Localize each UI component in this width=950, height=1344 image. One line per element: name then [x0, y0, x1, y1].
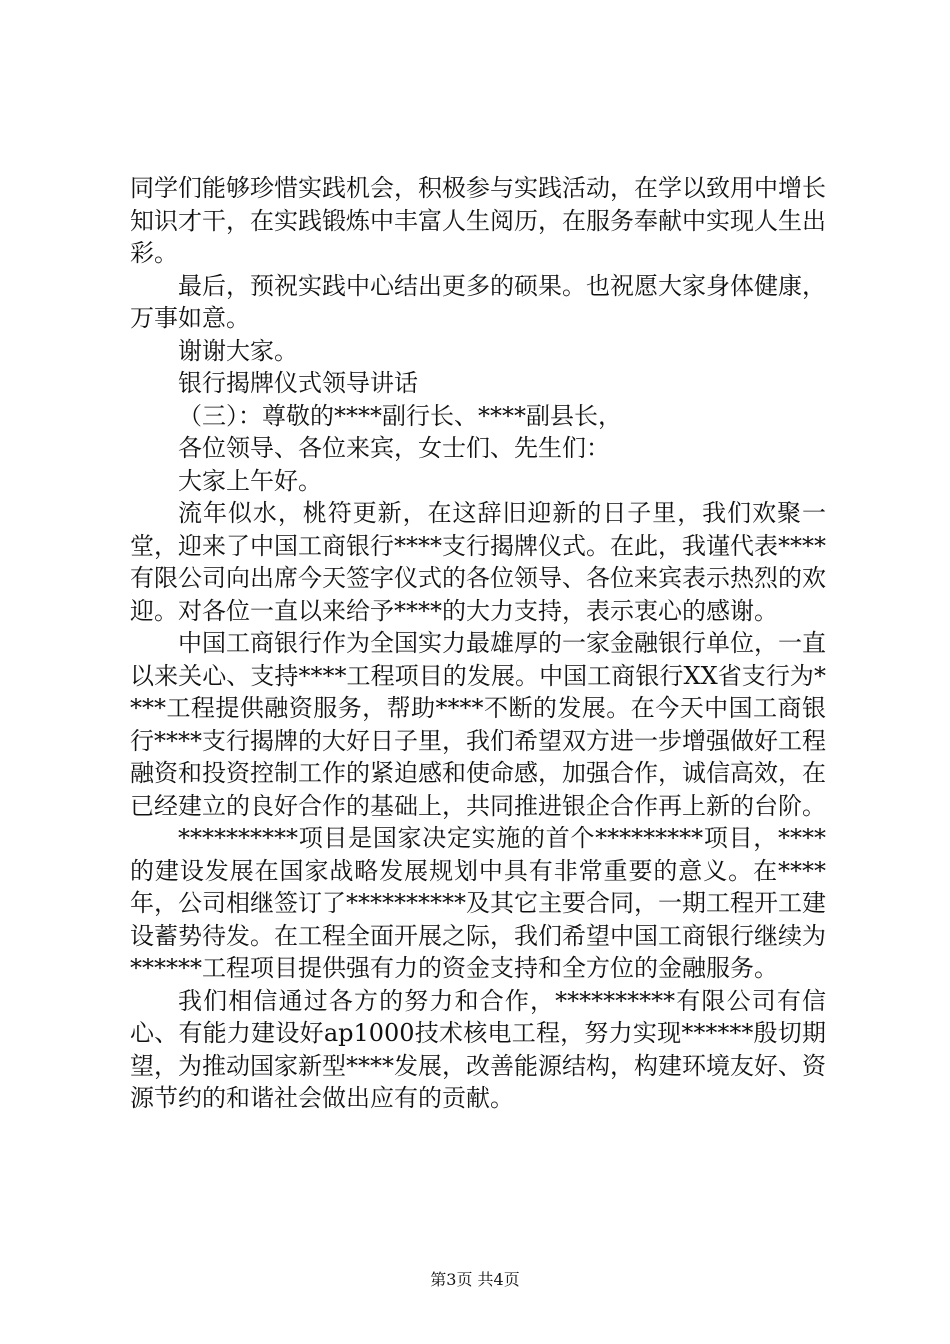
page-footer: 第3页 共4页: [430, 1270, 520, 1289]
section-title: 银行揭牌仪式领导讲话: [178, 369, 418, 397]
paragraph-closing-wishes: 最后，预祝实践中心结出更多的硕果。也祝愿大家身体健康，万事如意。: [130, 271, 826, 332]
document-body: [130, 172, 826, 1115]
paragraph-bank-support: 中国工商银行作为全国实力最雄厚的一家金融银行单位，一直以来关心、支持****工程项目的发展。中国工商银行XX省支行为****工程提供融资服务，帮助****不断的发展。在今天中国工商银行****支行揭牌的大好日子里，我们希望双方进一步增强做好工程融资和投资控制工作的紧迫感和使命感，加强合作，诚信高效，在已经建立的良好合作的基础上，共同推进银企合作再上新的台阶。: [130, 629, 826, 820]
paragraph-project: **********项目是国家决定实施的首个*********项目，****的建设发展在国家战略发展规划中具有非常重要的意义。在****年，公司相继签订了**********及其它主要合同，一期工程开工建设蓄势待发。在工程全面开展之际，我们希望中国工商银行继续为******工程项目提供强有力的资金支持和全方位的金融服务。: [130, 824, 826, 982]
paragraph-welcome: 流年似水，桃符更新，在这辞旧迎新的日子里，我们欢聚一堂，迎来了中国工商银行****支行揭牌仪式。在此，我谨代表****有限公司向出席今天签字仪式的各位领导、各位来宾表示热烈的欢迎。对各位一直以来给予****的大力支持，表示衷心的感谢。: [130, 499, 826, 625]
paragraph-confidence: 我们相信通过各方的努力和合作，**********有限公司有信心、有能力建设好ap1000技术核电工程，努力实现******殷切期望，为推动国家新型****发展，改善能源结构，构建环境友好、资源节约的和谐社会做出应有的贡献。: [130, 986, 826, 1112]
paragraph-thanks: 谢谢大家。: [178, 336, 298, 365]
greeting-morning: 大家上午好。: [178, 466, 322, 495]
greeting-audience: 各位领导、各位来宾，女士们、先生们：: [178, 434, 610, 462]
paragraph-continuation: 同学们能够珍惜实践机会，积极参与实践活动，在学以致用中增长知识才干，在实践锻炼中丰富人生阅历，在服务奉献中实现人生出彩。: [130, 174, 826, 267]
salutation-line: （三）：尊敬的****副行长、****副县长，: [178, 401, 622, 430]
